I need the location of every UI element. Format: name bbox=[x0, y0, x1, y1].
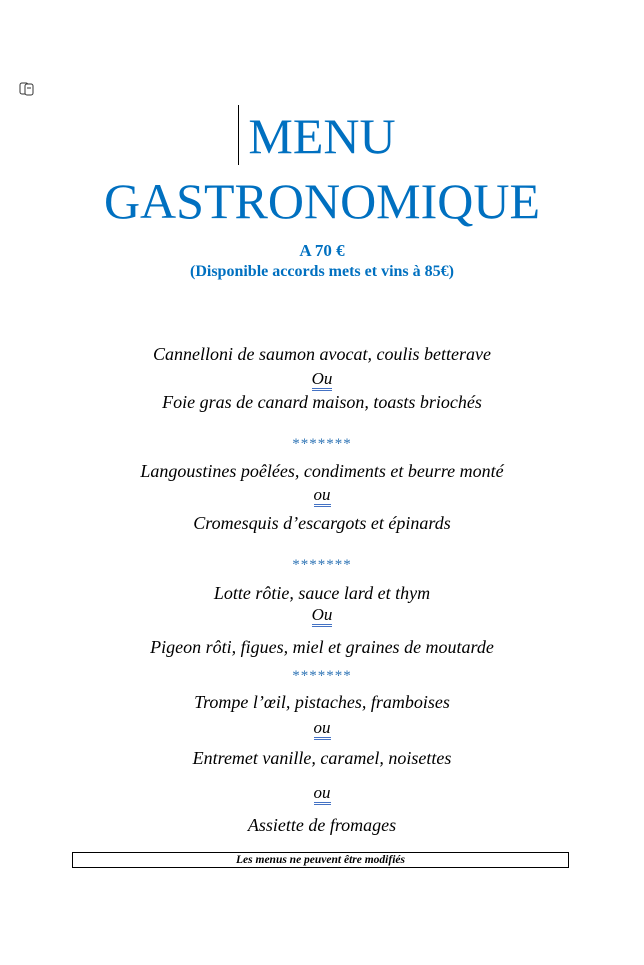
second-option-1: Langoustines poêlées, condiments et beurre monté bbox=[140, 461, 504, 481]
starter-option-2: Foie gras de canard maison, toasts briochés bbox=[162, 392, 482, 412]
main-option-2: Pigeon rôti, figues, miel et graines de moutarde bbox=[150, 637, 494, 657]
or-separator-5 bbox=[0, 782, 644, 804]
main-option-1: Lotte rôtie, sauce lard et thym bbox=[213, 583, 431, 603]
menu-title-line1: MENU bbox=[248, 108, 396, 164]
dessert-option-2: Entremet vanille, caramel, noisettes bbox=[192, 748, 452, 768]
or-label: Ou bbox=[312, 369, 333, 391]
or-separator-3 bbox=[0, 604, 644, 626]
or-label: ou bbox=[314, 485, 331, 507]
footer-notice: Les menus ne peuvent être modifiés bbox=[72, 852, 569, 868]
or-separator-2 bbox=[0, 484, 644, 506]
second-option-2: Cromesquis d’escargots et épinards bbox=[193, 513, 451, 533]
starter-option-1: Cannelloni de saumon avocat, coulis betterave bbox=[153, 344, 491, 364]
or-separator-4 bbox=[0, 717, 644, 739]
cheese-option: Assiette de fromages bbox=[247, 815, 397, 835]
course-separator-3: ******* bbox=[292, 668, 352, 684]
or-label: ou bbox=[314, 783, 331, 805]
menu-title-line2: GASTRONOMIQUE bbox=[103, 173, 541, 229]
course-separator-2: ******* bbox=[292, 557, 352, 573]
or-separator-1 bbox=[0, 368, 644, 390]
course-separator-1: ******* bbox=[292, 436, 352, 452]
or-label: Ou bbox=[312, 605, 333, 627]
or-label: ou bbox=[314, 718, 331, 740]
dessert-option-1: Trompe l’œil, pistaches, framboises bbox=[194, 692, 450, 712]
anchor-icon[interactable] bbox=[19, 82, 35, 96]
price-note: (Disponible accords mets et vins à 85€) bbox=[190, 263, 454, 280]
menu-price: A 70 € bbox=[299, 241, 345, 260]
